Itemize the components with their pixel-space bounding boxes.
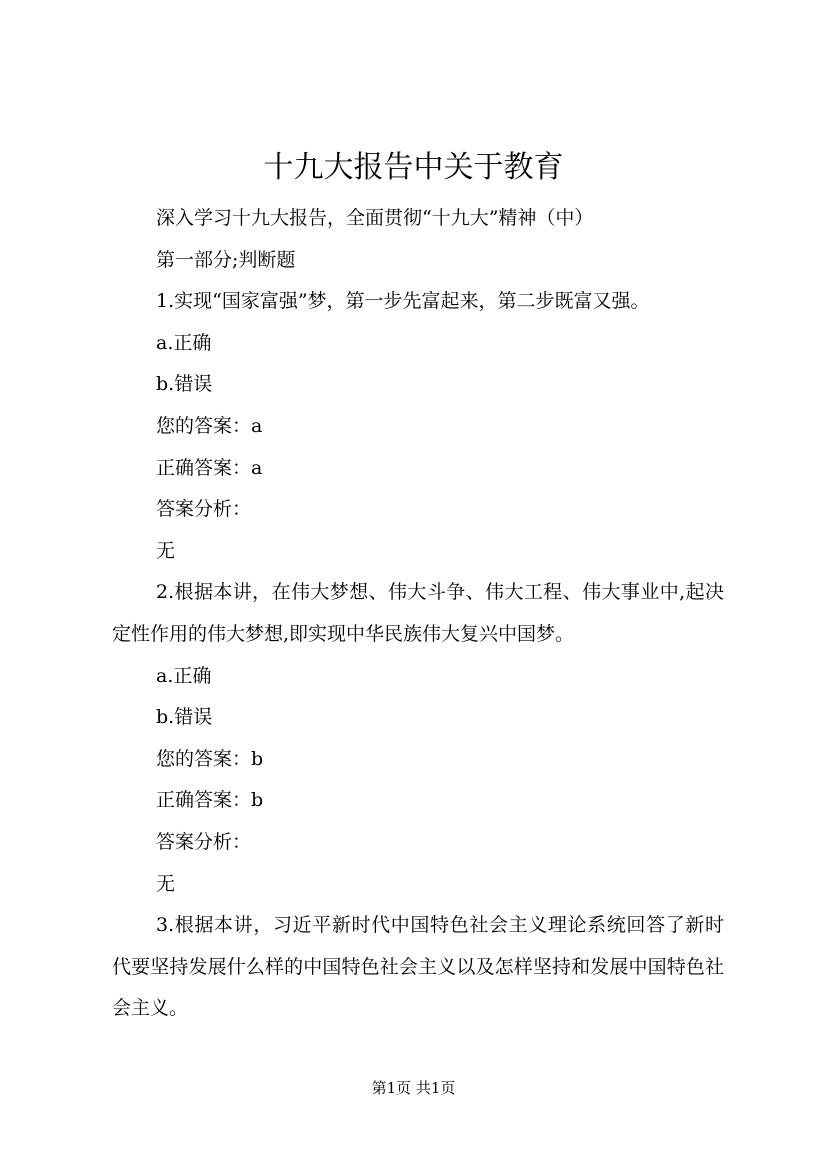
question-1-correct-answer: 正确答案：a [156, 456, 263, 479]
question-1-analysis-label: 答案分析： [156, 498, 252, 521]
question-2-analysis-label: 答案分析： [156, 830, 252, 853]
question-1-option-a: a.正确 [156, 331, 212, 354]
document-title: 十九大报告中关于教育 [263, 150, 564, 185]
question-2-text: 2.根据本讲，在伟大梦想、伟大斗争、伟大工程、伟大事业中,起决定性作用的伟大梦想,即实现中华民族伟大复兴中国梦。 [112, 581, 724, 645]
question-1-option-b: b.错误 [156, 373, 213, 396]
question-2-option-a: a.正确 [156, 664, 212, 687]
question-2-your-answer: 您的答案：b [156, 747, 264, 770]
page-footer: 第1页 共1页 [371, 1079, 456, 1097]
question-3-text: 3.根据本讲，习近平新时代中国特色社会主义理论系统回答了新时代要坚持发展什么样的中国特色社会主义以及怎样坚持和发展中国特色社会主义。 [112, 914, 724, 1020]
question-2-option-b: b.错误 [156, 706, 213, 729]
question-2-correct-answer: 正确答案：b [156, 789, 264, 812]
question-1-analysis: 无 [156, 539, 176, 562]
document-body [112, 198, 724, 1030]
question-2-analysis: 无 [156, 872, 176, 895]
section-heading: 第一部分;判断题 [156, 248, 296, 271]
question-1-your-answer: 您的答案：a [156, 414, 263, 437]
question-1-text: 1.实现“国家富强”梦，第一步先富起来，第二步既富又强。 [156, 290, 650, 313]
subtitle: 深入学习十九大报告，全面贯彻“十九大”精神（中） [156, 207, 594, 229]
